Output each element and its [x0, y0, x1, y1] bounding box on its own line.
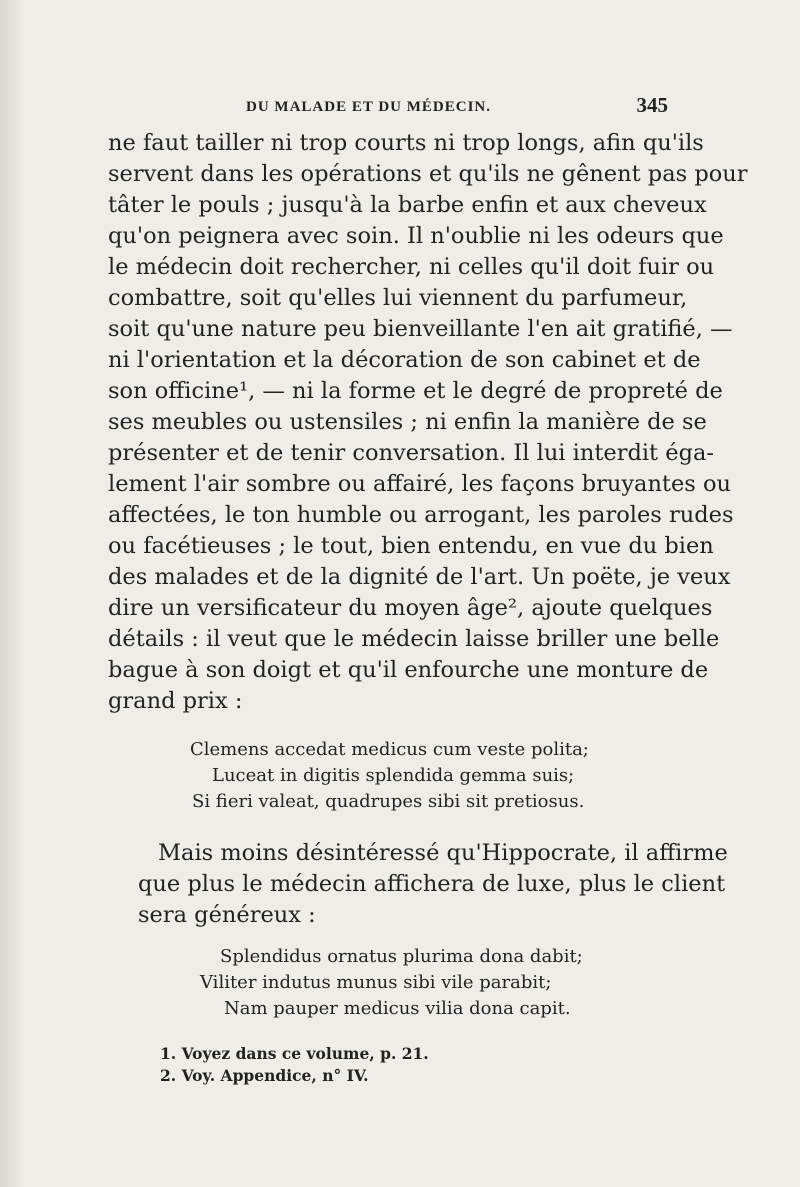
text-line: présenter et de tenir conversation. Il lui interdit éga- — [108, 440, 714, 466]
verse-line: Splendidus ornatus plurima dona dabit; — [220, 946, 583, 967]
text-line: lement l'air sombre ou affairé, les façons bruyantes ou — [108, 471, 732, 497]
page-header — [108, 93, 668, 123]
latin-verse-2 — [200, 944, 620, 1022]
verse-line: Clemens accedat medicus cum veste polita; — [190, 739, 589, 760]
text-line: le médecin doit rechercher, ni celles qu'il doit fuir ou — [108, 254, 715, 280]
footnotes — [160, 1043, 560, 1087]
text-line: des malades et de la dignité de l'art. Un poëte, je veux — [108, 564, 731, 590]
text-line: soit qu'une nature peu bienveillante l'en ait gratifié, — — [108, 316, 733, 342]
text-line: ni l'orientation et la décoration de son cabinet et de — [108, 347, 701, 373]
text-line: affectées, le ton humble ou arrogant, les paroles rudes — [108, 502, 734, 528]
footnote-2: 2. Voy. Appendice, n° IV. — [160, 1066, 369, 1085]
text-line: combattre, soit qu'elles lui viennent du parfumeur, — [108, 285, 688, 311]
verse-line: Si fieri valeat, quadrupes sibi sit pretiosus. — [192, 791, 585, 812]
text-line: ou facétieuses ; le tout, bien entendu, en vue du bien — [108, 533, 714, 559]
text-line: son officine¹, — ni la forme et le degré de propreté de — [108, 378, 723, 404]
page-edge-shadow — [0, 0, 24, 1187]
verse-line: Nam pauper medicus vilia dona capit. — [224, 998, 571, 1019]
text-line: sera généreux : — [138, 902, 316, 928]
text-line: ses meubles ou ustensiles ; ni enfin la manière de se — [108, 409, 707, 435]
text-line: servent dans les opérations et qu'ils ne gênent pas pour — [108, 161, 748, 187]
text-line: que plus le médecin affichera de luxe, plus le client — [138, 871, 726, 897]
footnote-1: 1. Voyez dans ce volume, p. 21. — [160, 1044, 429, 1063]
paragraph-2 — [138, 838, 728, 931]
text-line: qu'on peignera avec soin. Il n'oublie ni les odeurs que — [108, 223, 724, 249]
text-line: dire un versificateur du moyen âge², ajoute quelques — [108, 595, 713, 621]
text-line: tâter le pouls ; jusqu'à la barbe enfin et aux cheveux — [108, 192, 707, 218]
text-line: ne faut tailler ni trop courts ni trop longs, afin qu'ils — [108, 130, 704, 156]
latin-verse-1 — [190, 737, 610, 815]
running-head: DU MALADE ET DU MÉDECIN. — [246, 99, 491, 115]
verse-line: Luceat in digitis splendida gemma suis; — [212, 765, 575, 786]
text-line: Mais moins désintéressé qu'Hippocrate, il affirme — [158, 840, 728, 866]
page-number: 345 — [636, 93, 668, 117]
text-line: détails : il veut que le médecin laisse briller une belle — [108, 626, 720, 652]
text-line: grand prix : — [108, 688, 243, 714]
verse-line: Viliter indutus munus sibi vile parabit; — [200, 972, 552, 993]
text-line: bague à son doigt et qu'il enfourche une monture de — [108, 657, 709, 683]
paragraph-1 — [108, 128, 748, 717]
